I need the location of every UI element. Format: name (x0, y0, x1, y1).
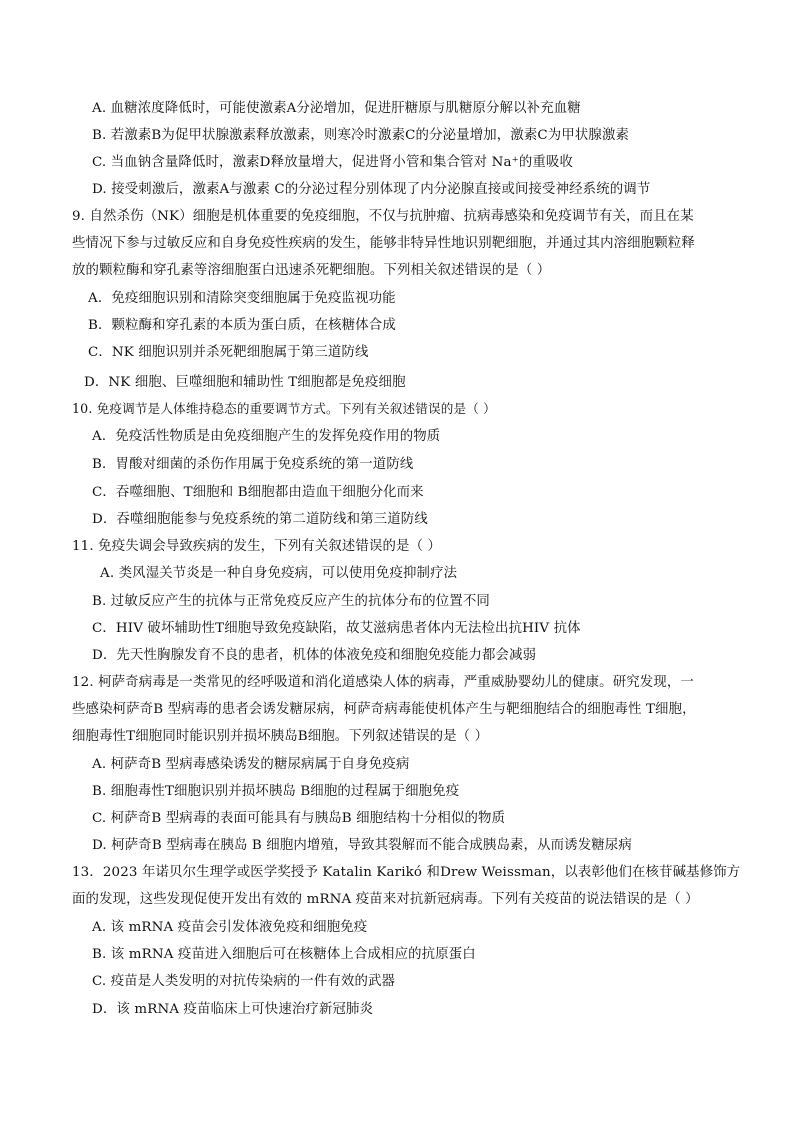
q9-stem-line-2: 些情况下参与过敏反应和自身免疫性疾病的发生，能够非特异性地识别靶细胞，并通过其内溶细胞颗粒释 (72, 236, 695, 251)
q12-stem-line-1: 12. 柯萨奇病毒是一类常见的经呼吸道和消化道感染人体的病毒，严重威胁婴幼儿的健康。研究发现，一 (72, 675, 694, 690)
q9-stem-line-1: 9. 自然杀伤（NK）细胞是机体重要的免疫细胞，不仅与抗肿瘤、抗病毒感染和免疫调节有关，而且在某 (72, 209, 694, 224)
q12-option-c: C. 柯萨奇B 型病毒的表面可能具有与胰岛B 细胞结构十分相似的物质 (92, 811, 506, 826)
q8-option-a: A. 血糖浓度降低时，可能使激素A分泌增加，促进肝糖原与肌糖原分解以补充血糖 (92, 101, 581, 116)
q12-stem-line-3: 细胞毒性T细胞同时能识别并损坏胰岛B细胞。下列叙述错误的是（ ） (72, 729, 489, 744)
q13-option-d: D．该 mRNA 疫苗临床上可快速治疗新冠肺炎 (92, 1002, 374, 1017)
q10-stem: 10. 免疫调节是人体维持稳态的重要调节方式。下列有关叙述错误的是（ ） (72, 401, 496, 416)
q12-option-d: D. 柯萨奇B 型病毒在胰岛 B 细胞内增殖，导致其裂解而不能合成胰岛素，从而诱发糖尿病 (92, 838, 632, 853)
q8-option-c: C. 当血钠含量降低时，激素D释放量增大，促进肾小管和集合管对 Na⁺的重吸收 (92, 155, 573, 170)
q10-option-a: A．免疫活性物质是由免疫细胞产生的发挥免疫作用的物质 (92, 429, 441, 444)
q9-option-a: A．免疫细胞识别和清除突变细胞属于免疫监视功能 (88, 291, 396, 306)
q9-option-c: C．NK 细胞识别并杀死靶细胞属于第三道防线 (88, 345, 369, 360)
q13-option-a: A. 该 mRNA 疫苗会引发体液免疫和细胞免疫 (92, 920, 368, 935)
q8-option-d: D. 接受刺激后，激素A与激素 C的分泌过程分别体现了内分泌腺直接或间接受神经系统的调节 (92, 182, 651, 197)
q9-option-d: D．NK 细胞、巨噬细胞和辅助性 T细胞都是免疫细胞 (84, 375, 406, 390)
q11-option-a: A. 类风湿关节炎是一种自身免疫病，可以使用免疫抑制疗法 (100, 566, 458, 581)
q11-option-c: C．HIV 破坏辅助性T细胞导致免疫缺陷，故艾滋病患者体内无法检出抗HIV 抗体 (92, 621, 581, 636)
q11-option-d: D．先天性胸腺发育不良的患者，机体的体液免疫和细胞免疫能力都会减弱 (92, 648, 537, 663)
q11-stem: 11. 免疫失调会导致疾病的发生，下列有关叙述错误的是（ ） (72, 539, 442, 554)
q10-option-c: C．吞噬细胞、T细胞和 B细胞都由造血干细胞分化而来 (92, 485, 424, 500)
q12-option-b: B. 细胞毒性T细胞识别并损坏胰岛 B细胞的过程属于细胞免疫 (92, 784, 460, 799)
q13-stem-line-1: 13．2023 年诺贝尔生理学或医学奖授予 Katalin Karikó 和Drew Weissman，以表彰他们在核苷碱基修饰方 (72, 865, 741, 880)
q11-option-b: B. 过敏反应产生的抗体与正常免疫反应产生的抗体分布的位置不同 (92, 594, 490, 609)
q12-option-a: A. 柯萨奇B 型病毒感染诱发的糖尿病属于自身免疫病 (92, 757, 410, 772)
q9-stem-line-3: 放的颗粒酶和穿孔素等溶细胞蛋白迅速杀死靶细胞。下列相关叙述错误的是（ ） (72, 263, 551, 278)
q9-option-b: B．颗粒酶和穿孔素的本质为蛋白质，在核糖体合成 (88, 318, 396, 333)
q13-option-c: C. 疫苗是人类发明的对抗传染病的一件有效的武器 (92, 974, 396, 989)
q13-stem-line-2: 面的发现，这些发现促使开发出有效的 mRNA 疫苗来对抗新冠病毒。下列有关疫苗的说法错误的是（ ） (72, 892, 699, 907)
q10-option-b: B．胃酸对细菌的杀伤作用属于免疫系统的第一道防线 (92, 457, 414, 472)
q10-option-d: D．吞噬细胞能参与免疫系统的第二道防线和第三道防线 (92, 512, 428, 527)
q13-option-b: B. 该 mRNA 疫苗进入细胞后可在核糖体上合成相应的抗原蛋白 (92, 947, 476, 962)
q12-stem-line-2: 些感染柯萨奇B 型病毒的患者会诱发糖尿病，柯萨奇病毒能使机体产生与靶细胞结合的细胞毒性 T细胞， (72, 702, 696, 717)
q8-option-b: B. 若激素B为促甲状腺激素释放激素，则寒冷时激素C的分泌量增加，激素C为甲状腺激素 (92, 128, 630, 143)
